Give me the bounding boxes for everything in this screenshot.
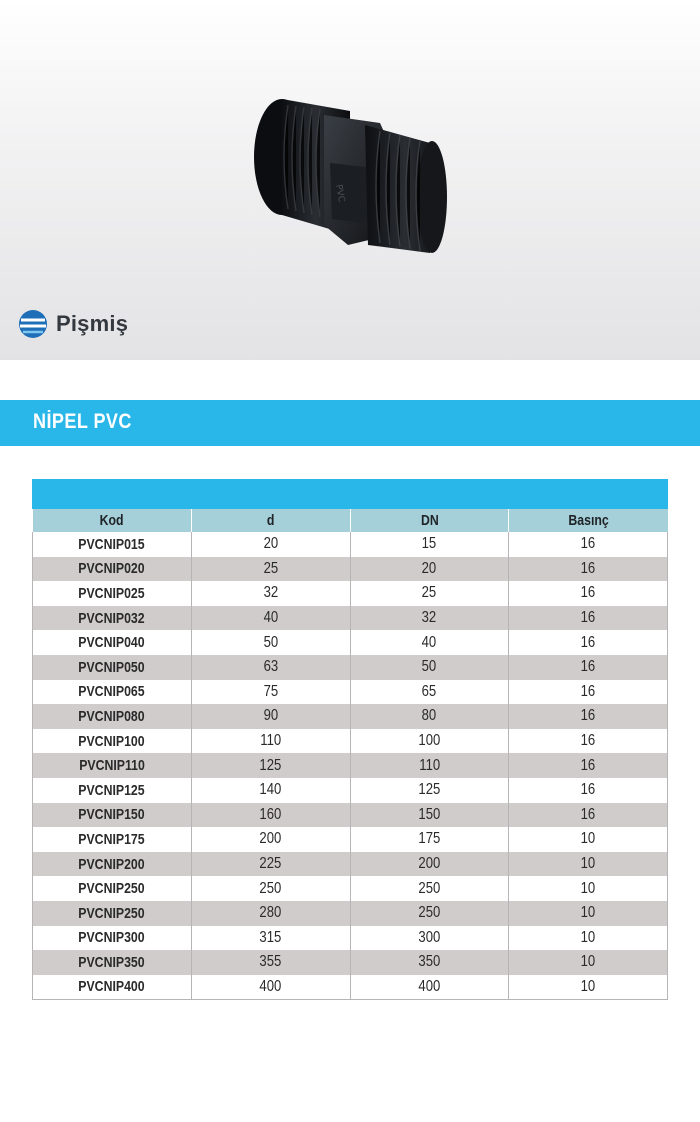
brand-name: Pişmiş: [56, 311, 129, 336]
cell-d: 280: [191, 901, 350, 926]
brand-logo-icon: [18, 309, 48, 339]
cell-dn: 150: [350, 803, 509, 828]
cell-dn: 300: [350, 926, 509, 951]
cell-dn: 250: [350, 876, 509, 901]
cell-d: 355: [191, 950, 350, 975]
cell-kod: PVCNIP040: [33, 630, 192, 655]
table-row: [33, 630, 668, 655]
cell-dn: 80: [350, 704, 509, 729]
cell-kod: PVCNIP400: [33, 975, 192, 1000]
cell-kod: PVCNIP200: [33, 852, 192, 877]
cell-d: 32: [191, 581, 350, 606]
cell-d: 90: [191, 704, 350, 729]
cell-d: 40: [191, 606, 350, 631]
spec-table: [32, 509, 668, 1000]
cell-dn: 100: [350, 729, 509, 754]
cell-d: 225: [191, 852, 350, 877]
cell-kod: PVCNIP015: [33, 532, 192, 557]
cell-d: 160: [191, 803, 350, 828]
cell-dn: 400: [350, 975, 509, 1000]
cell-dn: 20: [350, 557, 509, 582]
header-kod: Kod: [33, 509, 192, 532]
table-row: [33, 557, 668, 582]
cell-kod: PVCNIP250: [33, 876, 192, 901]
cell-dn: 250: [350, 901, 509, 926]
cell-dn: 200: [350, 852, 509, 877]
cell-basinc: 10: [509, 926, 668, 951]
table-row: [33, 901, 668, 926]
cell-kod: PVCNIP250: [33, 901, 192, 926]
cell-kod: PVCNIP025: [33, 581, 192, 606]
cell-dn: 15: [350, 532, 509, 557]
cell-kod: PVCNIP032: [33, 606, 192, 631]
cell-basinc: 16: [509, 655, 668, 680]
cell-basinc: 16: [509, 778, 668, 803]
cell-basinc: 16: [509, 630, 668, 655]
table-row: [33, 606, 668, 631]
table-row: [33, 778, 668, 803]
cell-basinc: 16: [509, 581, 668, 606]
header-d: d: [191, 509, 350, 532]
table-top-bar: [32, 479, 668, 509]
cell-basinc: 16: [509, 803, 668, 828]
cell-basinc: 16: [509, 680, 668, 705]
table-row: [33, 803, 668, 828]
pvc-nipple-product-image: [240, 85, 450, 265]
cell-kod: PVCNIP150: [33, 803, 192, 828]
cell-basinc: 16: [509, 729, 668, 754]
cell-d: 125: [191, 753, 350, 778]
cell-kod: PVCNIP300: [33, 926, 192, 951]
cell-kod: PVCNIP350: [33, 950, 192, 975]
svg-text:PVC: PVC: [333, 183, 346, 204]
cell-kod: PVCNIP175: [33, 827, 192, 852]
cell-d: 200: [191, 827, 350, 852]
cell-basinc: 10: [509, 876, 668, 901]
cell-dn: 40: [350, 630, 509, 655]
cell-basinc: 16: [509, 704, 668, 729]
table-body: [33, 532, 668, 999]
header-basinc: Basınç: [509, 509, 668, 532]
cell-basinc: 10: [509, 827, 668, 852]
cell-basinc: 10: [509, 852, 668, 877]
cell-dn: 350: [350, 950, 509, 975]
cell-d: 315: [191, 926, 350, 951]
table-row: [33, 729, 668, 754]
cell-d: 75: [191, 680, 350, 705]
cell-dn: 25: [350, 581, 509, 606]
table-row: [33, 876, 668, 901]
cell-dn: 110: [350, 753, 509, 778]
cell-dn: 32: [350, 606, 509, 631]
cell-dn: 175: [350, 827, 509, 852]
cell-dn: 50: [350, 655, 509, 680]
table-header-row: [33, 509, 668, 532]
cell-basinc: 10: [509, 950, 668, 975]
cell-kod: PVCNIP080: [33, 704, 192, 729]
cell-dn: 65: [350, 680, 509, 705]
table-row: [33, 532, 668, 557]
cell-kod: PVCNIP125: [33, 778, 192, 803]
cell-dn: 125: [350, 778, 509, 803]
cell-basinc: 16: [509, 532, 668, 557]
cell-d: 63: [191, 655, 350, 680]
cell-basinc: 16: [509, 753, 668, 778]
cell-kod: PVCNIP050: [33, 655, 192, 680]
table-row: [33, 926, 668, 951]
table-row: [33, 680, 668, 705]
table-row: [33, 581, 668, 606]
cell-kod: PVCNIP100: [33, 729, 192, 754]
table-row: [33, 704, 668, 729]
table-row: [33, 655, 668, 680]
title-band: [0, 400, 700, 446]
table-row: [33, 827, 668, 852]
table-row: [33, 975, 668, 1000]
cell-d: 110: [191, 729, 350, 754]
cell-basinc: 16: [509, 606, 668, 631]
cell-kod: PVCNIP110: [33, 753, 192, 778]
spec-table-container: [32, 479, 668, 1000]
table-row: [33, 753, 668, 778]
cell-d: 140: [191, 778, 350, 803]
table-row: [33, 950, 668, 975]
cell-basinc: 10: [509, 975, 668, 1000]
cell-d: 400: [191, 975, 350, 1000]
cell-basinc: 10: [509, 901, 668, 926]
product-title: NİPEL PVC: [33, 410, 132, 433]
cell-d: 50: [191, 630, 350, 655]
cell-d: 250: [191, 876, 350, 901]
cell-d: 25: [191, 557, 350, 582]
cell-kod: PVCNIP065: [33, 680, 192, 705]
brand-logo: [18, 309, 128, 339]
cell-kod: PVCNIP020: [33, 557, 192, 582]
cell-d: 20: [191, 532, 350, 557]
table-row: [33, 852, 668, 877]
cell-basinc: 16: [509, 557, 668, 582]
header-dn: DN: [350, 509, 509, 532]
hero-banner: [0, 0, 700, 360]
